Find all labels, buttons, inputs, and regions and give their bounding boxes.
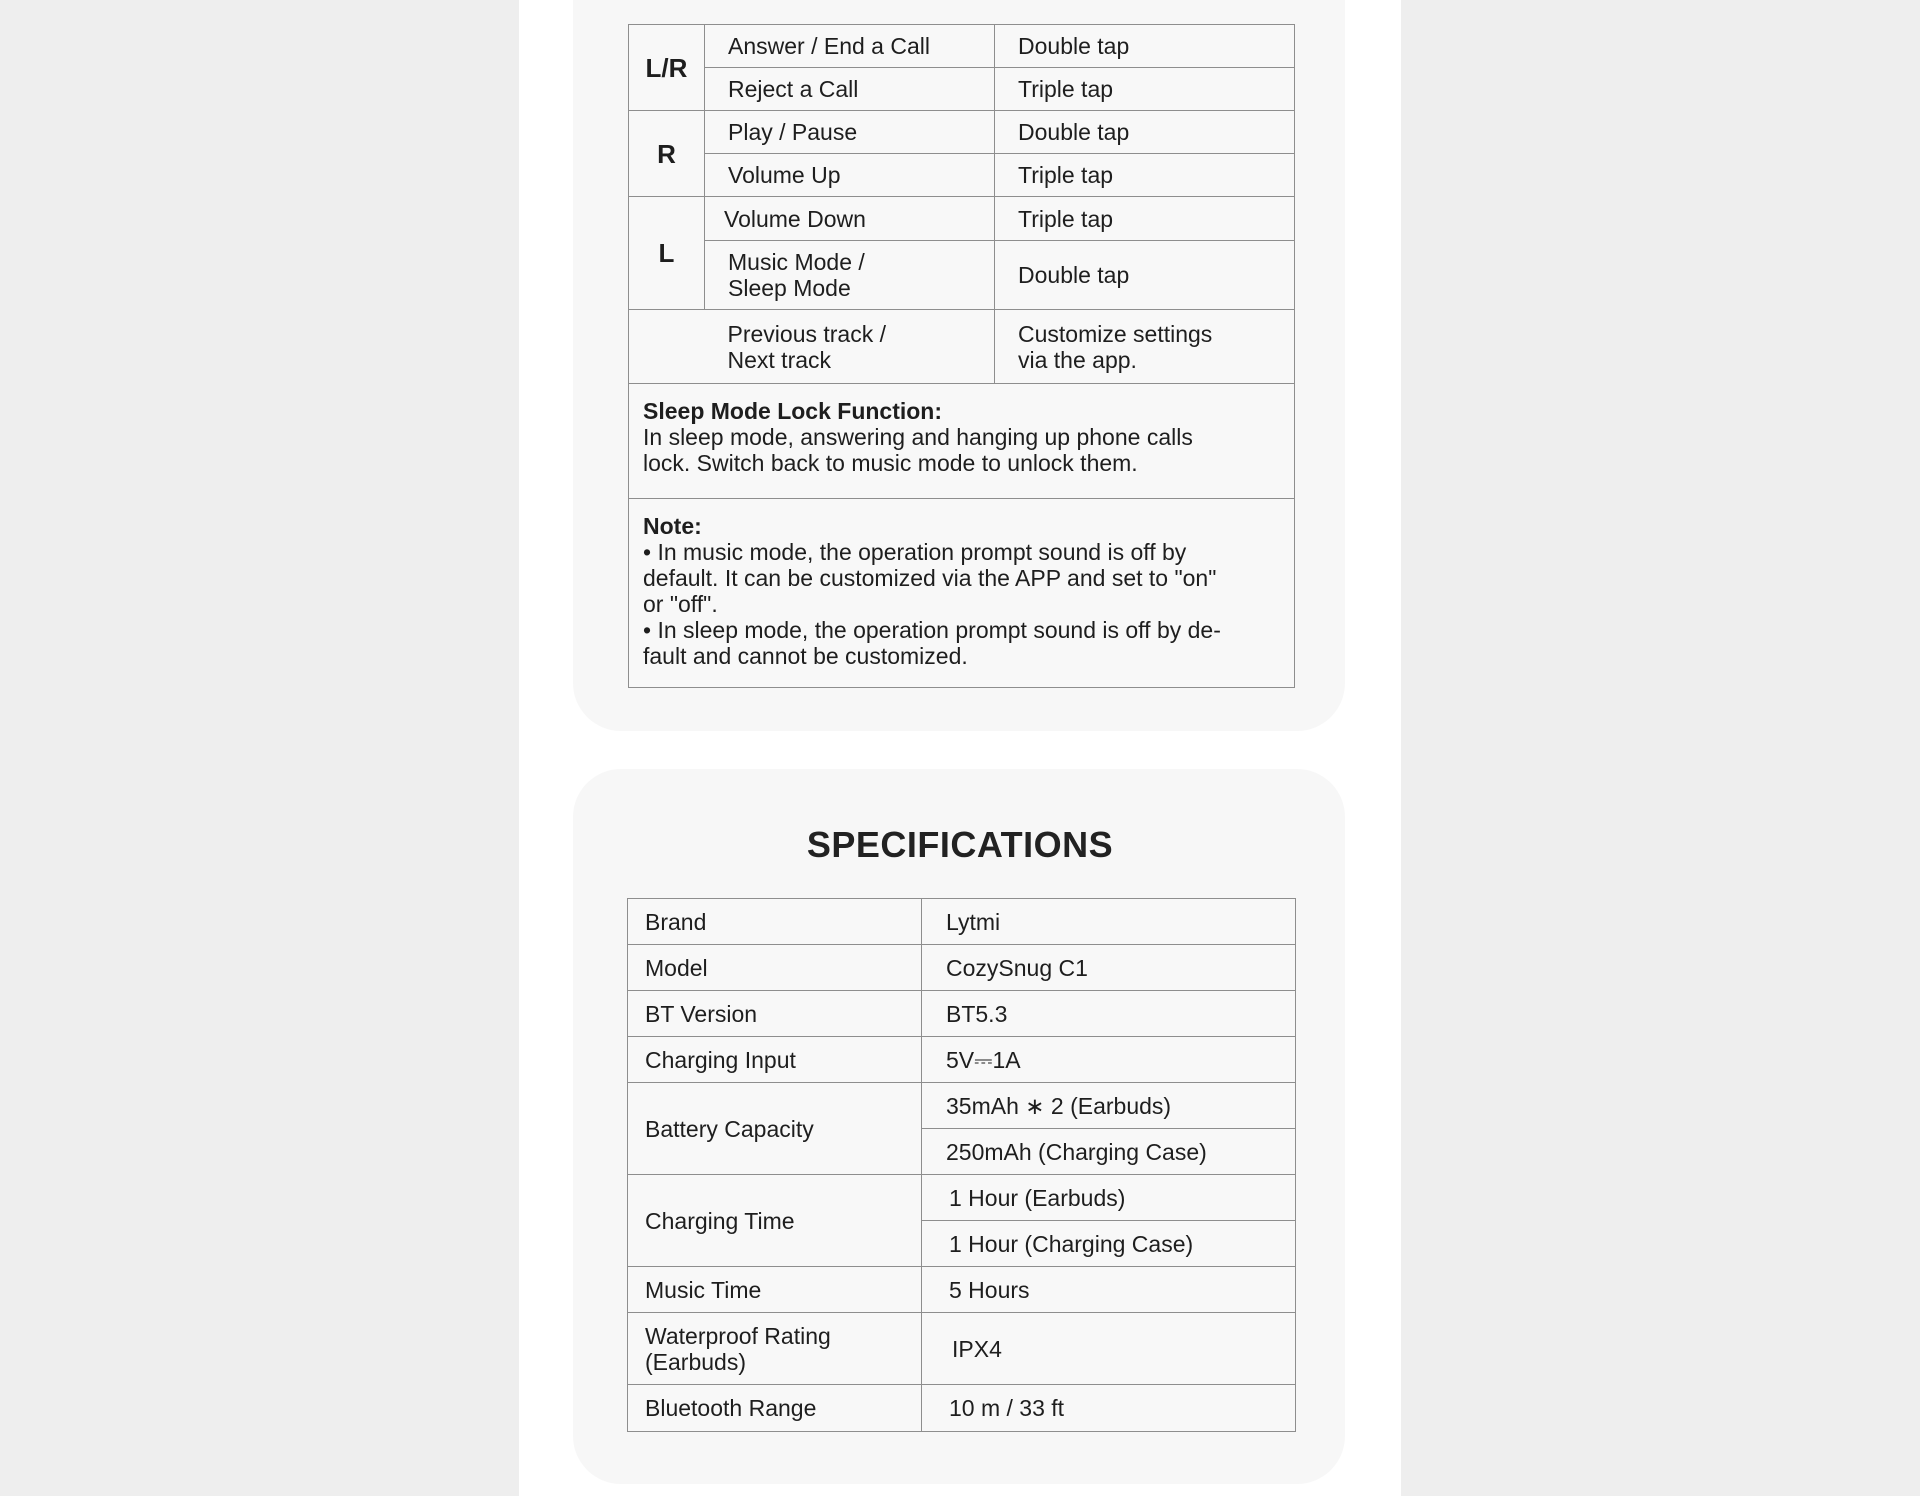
action-line: Previous track /	[727, 320, 886, 347]
sleep-lock-info	[629, 384, 1295, 499]
action-cell	[705, 241, 995, 310]
sleep-lock-text: lock. Switch back to music mode to unlock them.	[643, 450, 1138, 476]
note-title: Note:	[643, 513, 702, 539]
spec-value: Lytmi	[922, 899, 1296, 945]
spec-value: IPX4	[922, 1313, 1296, 1385]
note-text: fault and cannot be customized.	[643, 643, 968, 669]
note-text: • In music mode, the operation prompt sound is off by	[643, 539, 1187, 565]
spec-label	[628, 1313, 922, 1385]
sleep-lock-title: Sleep Mode Lock Function:	[643, 398, 943, 424]
table-row	[629, 154, 1295, 197]
table-row	[629, 111, 1295, 154]
table-row	[629, 241, 1295, 310]
note-info	[629, 499, 1295, 688]
spec-label-line: Waterproof Rating	[645, 1322, 831, 1349]
sleep-lock-text: In sleep mode, answering and hanging up phone calls	[643, 424, 1193, 450]
spec-label: Charging Time	[628, 1175, 922, 1267]
gesture-line: Customize settings	[1018, 320, 1213, 347]
table-row	[629, 384, 1295, 499]
spec-label: Model	[628, 945, 922, 991]
gesture-cell: Triple tap	[995, 154, 1295, 197]
controls-table	[628, 24, 1295, 688]
spec-label: Brand	[628, 899, 922, 945]
table-row	[628, 1385, 1296, 1432]
spec-value: 1 Hour (Earbuds)	[922, 1175, 1296, 1221]
side-empty-cell	[629, 310, 705, 384]
gesture-cell: Triple tap	[995, 68, 1295, 111]
table-row	[629, 499, 1295, 688]
page	[519, 0, 1401, 1496]
note-text: • In sleep mode, the operation prompt sound is off by de-	[643, 617, 1221, 643]
specifications-title: SPECIFICATIONS	[806, 824, 1114, 865]
action-line: Sleep Mode	[728, 275, 851, 301]
side-label-l: L	[629, 197, 705, 310]
table-row	[628, 945, 1296, 991]
table-row	[629, 68, 1295, 111]
spec-label: BT Version	[628, 991, 922, 1037]
spec-value: 250mAh (Charging Case)	[922, 1129, 1296, 1175]
table-row	[628, 1313, 1296, 1385]
gesture-cell: Double tap	[995, 25, 1295, 68]
table-row	[628, 1083, 1296, 1129]
note-text: or "off".	[643, 591, 718, 617]
gesture-cell: Double tap	[995, 111, 1295, 154]
specifications-table	[627, 898, 1296, 1432]
action-cell: Answer / End a Call	[705, 25, 995, 68]
table-row	[629, 25, 1295, 68]
action-cell: Volume Up	[705, 154, 995, 197]
side-label-r: R	[629, 111, 705, 197]
spec-label: Battery Capacity	[628, 1083, 922, 1175]
note-text: default. It can be customized via the APP and set to "on"	[643, 565, 1217, 591]
table-row	[629, 310, 1295, 384]
spec-value: 5V⎓1A	[922, 1037, 1296, 1083]
action-line: Music Mode /	[728, 249, 865, 275]
table-row	[628, 991, 1296, 1037]
spec-label: Charging Input	[628, 1037, 922, 1083]
gesture-cell: Triple tap	[995, 197, 1295, 241]
gesture-cell	[995, 310, 1295, 384]
spec-value: BT5.3	[922, 991, 1296, 1037]
spec-value: CozySnug C1	[922, 945, 1296, 991]
gesture-line: via the app.	[1018, 346, 1137, 373]
spec-value: 10 m / 33 ft	[922, 1385, 1296, 1432]
action-cell: Play / Pause	[705, 111, 995, 154]
spec-value: 1 Hour (Charging Case)	[922, 1221, 1296, 1267]
gesture-cell: Double tap	[995, 241, 1295, 310]
action-line: Next track	[727, 346, 832, 373]
spec-label: Bluetooth Range	[628, 1385, 922, 1432]
table-row	[628, 1037, 1296, 1083]
action-cell: Reject a Call	[705, 68, 995, 111]
side-label-lr: L/R	[629, 25, 705, 111]
table-row	[629, 197, 1295, 241]
table-row	[628, 1267, 1296, 1313]
spec-label: Music Time	[628, 1267, 922, 1313]
spec-label-line: (Earbuds)	[645, 1348, 746, 1375]
table-row	[628, 1175, 1296, 1221]
spec-value: 5 Hours	[922, 1267, 1296, 1313]
table-row	[628, 899, 1296, 945]
spec-value: 35mAh ∗ 2 (Earbuds)	[922, 1083, 1296, 1129]
action-cell	[705, 310, 995, 384]
action-cell: Volume Down	[705, 197, 995, 241]
